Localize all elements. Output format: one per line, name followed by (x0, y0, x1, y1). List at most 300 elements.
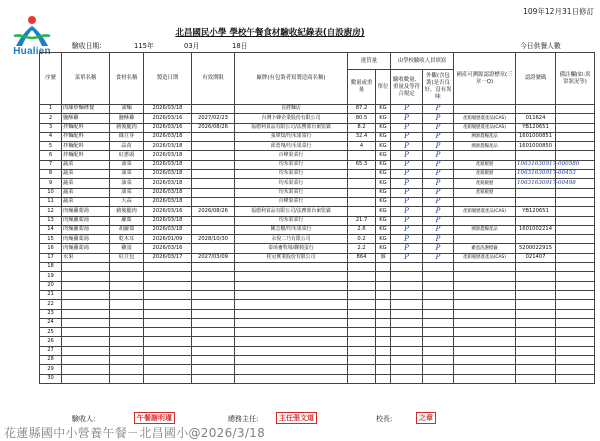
row-vendor: 福德利食品有限公司/法務部台東監獄 (235, 123, 348, 132)
row-mfg: 2026/03/16 (144, 123, 192, 132)
row-mfg: 2026/03/18 (144, 197, 192, 206)
row-dish: 蔬菜 (62, 197, 110, 206)
row-vendor (235, 300, 348, 309)
row-vendor (235, 263, 348, 272)
row-cert (454, 328, 516, 337)
row-check1: P (391, 235, 423, 244)
table-row (40, 225, 595, 234)
table-row (40, 151, 595, 160)
row-check2: P (423, 105, 454, 114)
row-vendor: 良將麵店 (235, 105, 348, 114)
col-note: 備註欄(如:異常狀況等) (556, 53, 595, 105)
row-no: 6 (40, 151, 62, 160)
row-exp (192, 309, 235, 318)
row-no: 1 (40, 105, 62, 114)
row-vendor (235, 290, 348, 299)
row-dish: 肉絲炒麵條餐 (62, 105, 110, 114)
row-dish: 拌麵配料 (62, 151, 110, 160)
row-cert: 產銷履歷農產品(CAS) (454, 253, 516, 262)
empty-row (40, 309, 595, 318)
row-check1: P (391, 105, 423, 114)
row-item: 胡蘿蔔 (110, 225, 144, 234)
row-dish: 肉燥蘿蔔湯 (62, 235, 110, 244)
row-check2: P (423, 253, 454, 262)
secretary-stamp: 主任張文道 (276, 412, 317, 424)
row-mfg (144, 309, 192, 318)
row-exp (192, 151, 235, 160)
row-dish (62, 272, 110, 281)
row-code (516, 151, 556, 160)
table-body (40, 105, 595, 384)
row-exp (192, 272, 235, 281)
row-mfg: 2026/03/18 (144, 170, 192, 179)
row-check2: P (423, 142, 454, 151)
col-exp: 有效期限 (192, 53, 235, 105)
row-note (556, 346, 595, 355)
row-item: 乾木耳 (110, 235, 144, 244)
row-cert (454, 365, 516, 374)
row-code: 10631630917-000580 (516, 160, 556, 169)
row-mfg (144, 318, 192, 327)
empty-row (40, 281, 595, 290)
row-no: 18 (40, 263, 62, 272)
row-check2: P (423, 244, 454, 253)
row-check2 (423, 263, 454, 272)
row-code (516, 328, 556, 337)
row-dish: 鹽酥雞 (62, 114, 110, 123)
row-unit: KG (376, 142, 391, 151)
table-row (40, 253, 595, 262)
row-code (516, 197, 556, 206)
row-mfg: 2026/03/18 (144, 105, 192, 114)
row-cert: 產銷履歷農產品(CAS) (454, 114, 516, 123)
row-check2: P (423, 235, 454, 244)
row-qty (348, 328, 376, 337)
row-unit: KG (376, 123, 391, 132)
row-no: 25 (40, 328, 62, 337)
row-no: 13 (40, 216, 62, 225)
row-mfg (144, 263, 192, 272)
row-check2: P (423, 151, 454, 160)
row-dish (62, 281, 110, 290)
empty-row (40, 365, 595, 374)
row-note (556, 365, 595, 374)
row-check1 (391, 300, 423, 309)
inspection-table (39, 52, 595, 384)
row-exp (192, 142, 235, 151)
row-vendor: 均禾果菜行 (235, 170, 348, 179)
row-vendor: 邱勇翔/均禾果菜行 (235, 142, 348, 151)
page-title: 北昌國民小學 學校午餐食材驗收紀錄表(自設廚房) (175, 28, 365, 38)
row-note (556, 374, 595, 383)
row-unit: KG (376, 170, 391, 179)
row-vendor (235, 281, 348, 290)
row-check2 (423, 374, 454, 383)
row-dish (62, 328, 110, 337)
empty-row (40, 374, 595, 383)
row-note (556, 123, 595, 132)
row-note (556, 244, 595, 253)
row-vendor: 百峰果菜行 (235, 197, 348, 206)
row-qty (348, 374, 376, 383)
row-unit (376, 374, 391, 383)
row-note (556, 225, 595, 234)
empty-row (40, 318, 595, 327)
row-unit: KG (376, 105, 391, 114)
row-cert (454, 235, 516, 244)
row-check1: P (391, 132, 423, 141)
row-check2 (423, 356, 454, 365)
row-check2 (423, 309, 454, 318)
row-no: 26 (40, 337, 62, 346)
row-cert: 產銷履歷 (454, 179, 516, 188)
row-no: 3 (40, 123, 62, 132)
row-item: 油菜 (110, 188, 144, 197)
row-code (516, 281, 556, 290)
row-qty: 65.3 (348, 160, 376, 169)
row-qty (348, 337, 376, 346)
row-cert (454, 281, 516, 290)
row-no: 15 (40, 235, 62, 244)
row-mfg (144, 346, 192, 355)
row-note (556, 290, 595, 299)
row-mfg (144, 337, 192, 346)
row-unit (376, 290, 391, 299)
row-unit (376, 337, 391, 346)
row-item (110, 263, 144, 272)
row-cert: 溯源農糧產品 (454, 142, 516, 151)
row-dish: 肉燥蘿蔔湯 (62, 225, 110, 234)
row-cert: 產銷履歷 (454, 170, 516, 179)
row-vendor: 百峰果菜行 (235, 151, 348, 160)
row-qty: 2.2 (348, 244, 376, 253)
table-row (40, 244, 595, 253)
row-check1 (391, 318, 423, 327)
row-qty: 0.2 (348, 235, 376, 244)
row-mfg (144, 300, 192, 309)
row-check1: P (391, 151, 423, 160)
row-dish: 肉燥蘿蔔湯 (62, 216, 110, 225)
row-mfg: 2026/03/18 (144, 151, 192, 160)
row-vendor: 陳志樹/均禾果菜行 (235, 225, 348, 234)
row-unit: KG (376, 207, 391, 216)
row-no: 17 (40, 253, 62, 262)
row-dish (62, 346, 110, 355)
row-code (516, 309, 556, 318)
table-row (40, 216, 595, 225)
row-qty (348, 281, 376, 290)
row-item: 油麵 (110, 105, 144, 114)
row-qty (348, 151, 376, 160)
row-note (556, 300, 595, 309)
row-check2: P (423, 132, 454, 141)
revision-date: 109年12月31日修訂 (523, 7, 594, 16)
row-mfg: 2026/03/16 (144, 207, 192, 216)
row-qty (348, 290, 376, 299)
date-day: 18日 (232, 42, 248, 50)
row-dish (62, 263, 110, 272)
row-exp: 2026/08/26 (192, 123, 235, 132)
row-no: 7 (40, 160, 62, 169)
table-row (40, 235, 595, 244)
row-exp (192, 188, 235, 197)
row-check1 (391, 356, 423, 365)
table-row (40, 170, 595, 179)
row-exp: 2027/03/09 (192, 253, 235, 262)
row-cert (454, 197, 516, 206)
row-note (556, 114, 595, 123)
row-check2 (423, 346, 454, 355)
row-mfg: 2026/03/18 (144, 142, 192, 151)
row-item (110, 290, 144, 299)
secretary-label: 總務主任: (228, 415, 259, 423)
row-exp (192, 197, 235, 206)
row-exp: 2026/08/26 (192, 207, 235, 216)
row-exp (192, 346, 235, 355)
row-cert (454, 318, 516, 327)
row-vendor: 均禾果菜行 (235, 188, 348, 197)
table-row (40, 179, 595, 188)
row-no: 27 (40, 346, 62, 355)
row-vendor: 桂冠實業股份有限公司 (235, 253, 348, 262)
row-no: 5 (40, 142, 62, 151)
row-check2 (423, 272, 454, 281)
row-note (556, 132, 595, 141)
row-check1: P (391, 170, 423, 179)
row-check2: P (423, 188, 454, 197)
row-code (516, 356, 556, 365)
row-note (556, 328, 595, 337)
row-item: 油菜 (110, 160, 144, 169)
row-mfg: 2026/03/18 (144, 179, 192, 188)
row-mfg (144, 374, 192, 383)
row-exp (192, 132, 235, 141)
row-item: 豬後腿肉 (110, 123, 144, 132)
row-unit: KG (376, 114, 391, 123)
row-unit (376, 365, 391, 374)
row-exp (192, 216, 235, 225)
table-row (40, 188, 595, 197)
row-no: 21 (40, 290, 62, 299)
row-vendor: 永悅二乃有限公司 (235, 235, 348, 244)
row-unit (376, 346, 391, 355)
row-item: 鹽酥雞 (110, 114, 144, 123)
col-check1: 驗收數量、重量及等符合規定 (391, 70, 423, 105)
row-item (110, 318, 144, 327)
row-code: 10631630917-00498 (516, 179, 556, 188)
row-no: 24 (40, 318, 62, 327)
row-exp (192, 356, 235, 365)
row-vendor (235, 356, 348, 365)
row-item: 蒜苗 (110, 142, 144, 151)
row-item (110, 337, 144, 346)
row-check1 (391, 365, 423, 374)
principal-stamp: 之章 (416, 412, 436, 424)
row-check2: P (423, 197, 454, 206)
row-check1: P (391, 207, 423, 216)
row-vendor (235, 328, 348, 337)
row-code (516, 235, 556, 244)
table-row (40, 207, 595, 216)
row-unit: 個 (376, 253, 391, 262)
row-qty (348, 318, 376, 327)
row-dish (62, 356, 110, 365)
row-unit: KG (376, 225, 391, 234)
row-check2 (423, 328, 454, 337)
logo-text: Hualien (13, 46, 51, 57)
row-item (110, 374, 144, 383)
row-note (556, 281, 595, 290)
row-qty: 32.4 (348, 132, 376, 141)
row-mfg (144, 281, 192, 290)
row-code (516, 216, 556, 225)
row-mfg (144, 290, 192, 299)
row-cert (454, 290, 516, 299)
row-item: 綠豆芽 (110, 132, 144, 141)
row-unit: KG (376, 197, 391, 206)
row-cert: 雞蛋洗選標籤 (454, 244, 516, 253)
row-note (556, 272, 595, 281)
row-check1 (391, 337, 423, 346)
table-row (40, 197, 595, 206)
row-cert (454, 216, 516, 225)
row-check1: P (391, 142, 423, 151)
table-row (40, 132, 595, 141)
row-check1: P (391, 160, 423, 169)
row-check1: P (391, 216, 423, 225)
row-dish: 拌麵配料 (62, 123, 110, 132)
col-unit: 單位 (376, 70, 391, 105)
empty-row (40, 300, 595, 309)
row-code: 011624 (516, 114, 556, 123)
row-code (516, 346, 556, 355)
row-no: 14 (40, 225, 62, 234)
row-qty (348, 300, 376, 309)
row-dish: 肉燥蘿蔔湯 (62, 244, 110, 253)
row-qty: 864 (348, 253, 376, 262)
row-dish (62, 365, 110, 374)
row-unit: KG (376, 244, 391, 253)
row-mfg (144, 328, 192, 337)
empty-row (40, 337, 595, 346)
row-code (516, 365, 556, 374)
row-unit: KG (376, 160, 391, 169)
row-check2: P (423, 170, 454, 179)
row-mfg: 2026/03/18 (144, 132, 192, 141)
row-mfg: 2026/03/18 (144, 188, 192, 197)
row-qty (348, 346, 376, 355)
row-unit (376, 300, 391, 309)
row-dish (62, 290, 110, 299)
row-exp (192, 225, 235, 234)
row-cert (454, 309, 516, 318)
row-unit (376, 309, 391, 318)
row-no: 28 (40, 356, 62, 365)
row-mfg (144, 272, 192, 281)
row-cert (454, 105, 516, 114)
row-code: YB120651 (516, 207, 556, 216)
row-exp (192, 290, 235, 299)
row-note (556, 263, 595, 272)
row-dish: 水果 (62, 253, 110, 262)
row-unit: KG (376, 216, 391, 225)
row-qty (348, 170, 376, 179)
row-note (556, 337, 595, 346)
row-code (516, 263, 556, 272)
row-dish (62, 337, 110, 346)
row-mfg: 2026/01/09 (144, 235, 192, 244)
row-unit (376, 318, 391, 327)
row-qty: 80.5 (348, 114, 376, 123)
row-mfg: 2026/03/18 (144, 225, 192, 234)
row-code (516, 337, 556, 346)
row-check2: P (423, 123, 454, 132)
row-exp (192, 160, 235, 169)
row-qty (348, 365, 376, 374)
row-dish: 蔬菜 (62, 170, 110, 179)
row-note (556, 151, 595, 160)
row-dish: 蔬菜 (62, 160, 110, 169)
row-vendor: 福德利食品有限公司/法務部台東監獄 (235, 207, 348, 216)
row-check1 (391, 346, 423, 355)
row-check1: P (391, 123, 423, 132)
row-qty (348, 309, 376, 318)
row-mfg: 2026/03/18 (144, 216, 192, 225)
row-unit (376, 263, 391, 272)
row-vendor: 均禾果菜行 (235, 179, 348, 188)
row-cert (454, 346, 516, 355)
row-item: 油菜 (110, 179, 144, 188)
row-dish (62, 318, 110, 327)
empty-row (40, 263, 595, 272)
row-vendor: 均禾果菜行 (235, 216, 348, 225)
row-dish: 拌麵配料 (62, 132, 110, 141)
col-qty: 數量或重量 (348, 70, 376, 105)
row-cert (454, 151, 516, 160)
row-no: 11 (40, 197, 62, 206)
row-vendor: 張瑋知/均禾果菜行 (235, 132, 348, 141)
row-code: 1601002214 (516, 225, 556, 234)
row-qty (348, 356, 376, 365)
row-check2 (423, 281, 454, 290)
row-vendor (235, 346, 348, 355)
row-unit (376, 356, 391, 365)
row-no: 29 (40, 365, 62, 374)
inspector-stamp: 午餐謝明瑾 (134, 412, 175, 424)
row-mfg (144, 356, 192, 365)
row-check1 (391, 263, 423, 272)
row-qty (348, 207, 376, 216)
row-qty: 2.6 (348, 225, 376, 234)
row-vendor (235, 309, 348, 318)
col-cert: 國產可溯源認證標章(三章一Q) (454, 53, 516, 105)
row-item (110, 300, 144, 309)
empty-row (40, 290, 595, 299)
row-note (556, 105, 595, 114)
row-no: 20 (40, 281, 62, 290)
row-vendor (235, 374, 348, 383)
row-code: 5200022915 (516, 244, 556, 253)
row-exp (192, 318, 235, 327)
row-cert (454, 300, 516, 309)
row-check1: P (391, 197, 423, 206)
row-code (516, 272, 556, 281)
row-item: 紅蔥頭 (110, 151, 144, 160)
row-cert (454, 337, 516, 346)
empty-row (40, 356, 595, 365)
row-cert: 溯源農糧產品 (454, 132, 516, 141)
row-item (110, 281, 144, 290)
